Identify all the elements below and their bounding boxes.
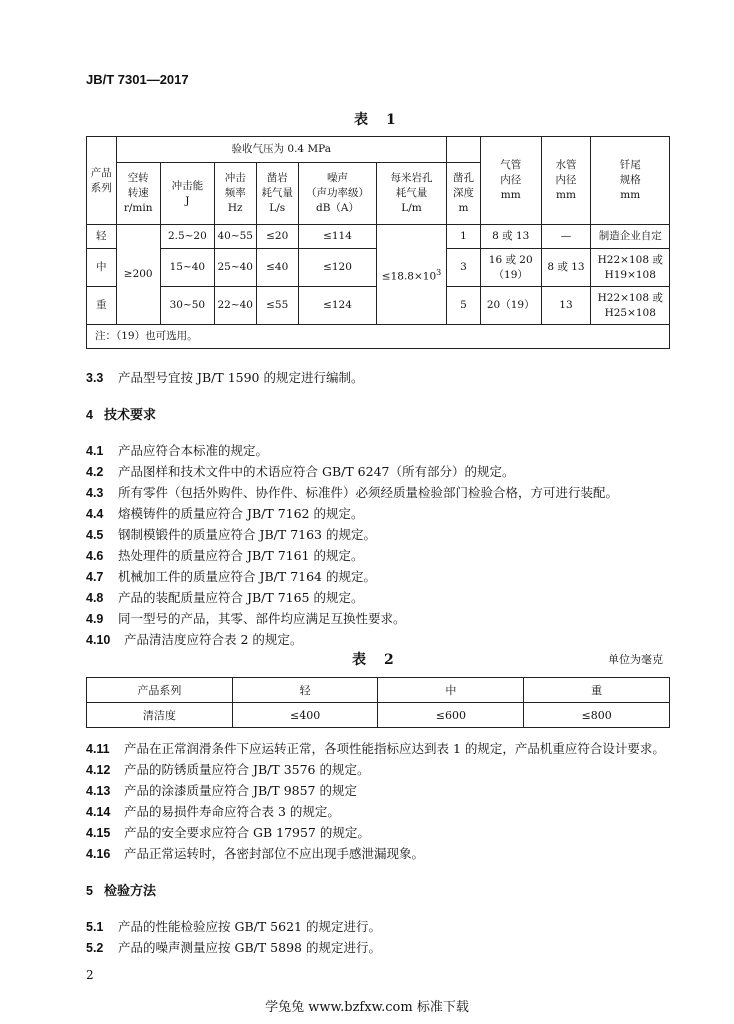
th-air-per-meter: 每米岩孔 耗气量 L/m (377, 163, 447, 225)
th-heavy: 重 (524, 678, 670, 703)
cell-shank: 制造企业自定 (591, 225, 670, 249)
cell-energy: 30~50 (160, 287, 214, 325)
clause-4-2: 4.2 产品图样和技术文件中的术语应符合 GB/T 6247（所有部分）的规定。 (86, 464, 515, 479)
cell-series: 重 (87, 287, 117, 325)
th-series: 产品系列 (87, 678, 233, 703)
cell-frequency: 25~40 (214, 249, 256, 287)
clause-4-15: 4.15 产品的安全要求应符合 GB 17957 的规定。 (86, 825, 370, 840)
cell-shank: H22×108 或 H19×108 (591, 249, 670, 287)
clause-4-11: 4.11 产品在正常润滑条件下应运转正常，各项性能指标应达到表 1 的规定，产品机重应符合设计要求。 (86, 741, 665, 756)
section-5-heading: 5 检验方法 (86, 884, 157, 899)
clause-5-2: 5.2 产品的噪声测量应按 GB/T 5898 的规定进行。 (86, 940, 381, 955)
cell-noise: ≤124 (298, 287, 376, 325)
cell-water-pipe: — (541, 225, 591, 249)
cell-series: 中 (87, 249, 117, 287)
table2-title: 表 2 (352, 652, 396, 668)
cell-water-pipe: 8 或 13 (541, 249, 591, 287)
clause-4-1: 4.1 产品应符合本标准的规定。 (86, 443, 269, 458)
clause-4-5: 4.5 钢制模锻件的质量应符合 JB/T 7163 的规定。 (86, 527, 376, 542)
th-noise: 噪声 （声功率级） dB（A） (298, 163, 376, 225)
cell-light-value: ≤400 (232, 703, 378, 728)
clause-4-14: 4.14 产品的易损件寿命应符合表 3 的规定。 (86, 804, 340, 819)
cell-medium-value: ≤600 (378, 703, 524, 728)
clause-4-16: 4.16 产品正常运转时，各密封部位不应出现手感泄漏现象。 (86, 846, 425, 861)
cell-heavy-value: ≤800 (524, 703, 670, 728)
th-impact-energy: 冲击能 J (160, 163, 214, 225)
th-series: 产品系列 (87, 137, 117, 225)
table1-title: 表 1 (354, 112, 398, 128)
clause-4-12: 4.12 产品的防锈质量应符合 JB/T 3576 的规定。 (86, 762, 370, 777)
clause-4-9: 4.9 同一型号的产品，其零、部件均应满足互换性要求。 (86, 611, 406, 626)
table-row (87, 703, 670, 728)
cell-noise: ≤120 (298, 249, 376, 287)
cell-air-pipe: 8 或 13 (480, 225, 541, 249)
table1-note: 注：（19）也可选用。 (87, 325, 670, 349)
th-shank: 钎尾 规格 mm (591, 137, 670, 225)
th-light: 轻 (232, 678, 378, 703)
cell-energy: 2.5~20 (160, 225, 214, 249)
cell-frequency: 40~55 (214, 225, 256, 249)
table2-unit: 单位为毫克 (608, 653, 663, 666)
clause-4-3: 4.3 所有零件（包括外购件、协作件、标准件）必须经质量检验部门检验合格，方可进行装配。 (86, 485, 619, 500)
clause-4-8: 4.8 产品的装配质量应符合 JB/T 7165 的规定。 (86, 590, 364, 605)
site-watermark-footer[interactable]: 学兔兔 www.bzfxw.com 标准下载 (265, 1000, 469, 1015)
cell-energy: 15~40 (160, 249, 214, 287)
th-medium: 中 (378, 678, 524, 703)
table2 (86, 677, 670, 728)
th-impact-frequency: 冲击 频率 Hz (214, 163, 256, 225)
th-pressure-group: 验收气压为 0.4 MPa (116, 137, 446, 163)
clause-5-1: 5.1 产品的性能检验应按 GB/T 5621 的规定进行。 (86, 919, 381, 934)
clause-4-13: 4.13 产品的涂漆质量应符合 JB/T 9857 的规定 (86, 783, 357, 798)
page-number: 2 (86, 968, 94, 982)
cell-frequency: 22~40 (214, 287, 256, 325)
clause-4-4: 4.4 熔模铸件的质量应符合 JB/T 7162 的规定。 (86, 506, 364, 521)
cell-idle-speed: ≥200 (116, 225, 160, 325)
cell-air-pipe: 20（19） (480, 287, 541, 325)
clause-4-10: 4.10 产品清洁度应符合表 2 的规定。 (86, 632, 303, 647)
cell-cleanliness-label: 清洁度 (87, 703, 233, 728)
cell-depth: 5 (446, 287, 480, 325)
section-4-heading: 4 技术要求 (86, 408, 157, 423)
table1 (86, 136, 670, 349)
standard-number-header: JB/T 7301—2017 (86, 72, 189, 87)
table-header-row (87, 678, 670, 703)
cell-series: 轻 (87, 225, 117, 249)
cell-shank: H22×108 或 H25×108 (591, 287, 670, 325)
cell-depth: 3 (446, 249, 480, 287)
cell-air-consumption: ≤55 (256, 287, 298, 325)
th-air-pipe: 气管 内径 mm (480, 137, 541, 225)
cell-depth: 1 (446, 225, 480, 249)
cell-air-consumption: ≤40 (256, 249, 298, 287)
table-row (87, 225, 670, 249)
clause-4-6: 4.6 热处理件的质量应符合 JB/T 7161 的规定。 (86, 548, 364, 563)
clause-4-7: 4.7 机械加工件的质量应符合 JB/T 7164 的规定。 (86, 569, 376, 584)
cell-air-consumption: ≤20 (256, 225, 298, 249)
clause-3-3: 3.3 产品型号宜按 JB/T 1590 的规定进行编制。 (86, 370, 364, 385)
cell-noise: ≤114 (298, 225, 376, 249)
th-idle-speed: 空转 转速 r/min (116, 163, 160, 225)
th-water-pipe: 水管 内径 mm (541, 137, 591, 225)
th-hole-depth: 凿孔 深度 m (446, 163, 480, 225)
th-air-consumption: 凿岩 耗气量 L/s (256, 163, 298, 225)
cell-water-pipe: 13 (541, 287, 591, 325)
cell-air-pipe: 16 或 20 （19） (480, 249, 541, 287)
cell-air-per-meter: $\le 18.8\times 10^3$ (377, 225, 447, 325)
